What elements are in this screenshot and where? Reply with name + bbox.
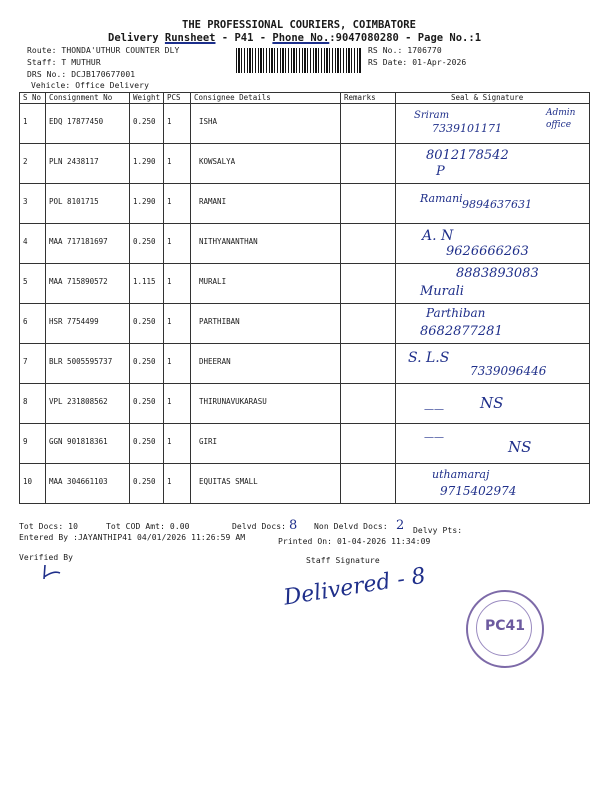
cell-sno: 10 (20, 464, 46, 504)
cell-weight: 1.115 (130, 264, 164, 304)
office-seal-stamp (466, 590, 544, 668)
barcode (236, 48, 362, 73)
table-row (20, 344, 590, 384)
hw-sig-phone: 8883893083 (456, 266, 539, 281)
cell-consignment: MAA 304661103 (46, 464, 130, 504)
cell-consignee: RAMANI (191, 184, 341, 224)
cell-remarks (341, 104, 396, 144)
table-row (20, 424, 590, 464)
table-row (20, 104, 590, 144)
cell-weight: 0.250 (130, 464, 164, 504)
hw-sig-phone: 9626666263 (446, 244, 529, 259)
total-cod-amount: Tot COD Amt: 0.00 (106, 522, 190, 531)
table-row (20, 224, 590, 264)
cell-signature (396, 304, 590, 344)
cell-consignment: HSR 7754499 (46, 304, 130, 344)
hw-sig-phone: 8012178542 (426, 148, 509, 163)
col-consignment: Consignment No (46, 93, 130, 104)
printed-on: Printed On: 01-04-2026 11:34:09 (278, 537, 431, 546)
cell-weight: 0.250 (130, 224, 164, 264)
cell-sno: 5 (20, 264, 46, 304)
cell-weight: 1.290 (130, 144, 164, 184)
table-row (20, 184, 590, 224)
cell-pcs: 1 (164, 264, 191, 304)
col-sno: S No (20, 93, 46, 104)
hw-sig-phone: 7339096446 (470, 364, 547, 378)
delivery-points: Delvy Pts: (413, 526, 463, 535)
cell-pcs: 1 (164, 304, 191, 344)
cell-sno: 3 (20, 184, 46, 224)
cell-signature (396, 384, 590, 424)
cell-consignment: MAA 717181697 (46, 224, 130, 264)
cell-weight: 0.250 (130, 104, 164, 144)
cell-remarks (341, 144, 396, 184)
hw-sig-ns: NS (480, 394, 504, 412)
hw-sig-phone: 7339101171 (432, 122, 502, 135)
cell-weight: 0.250 (130, 424, 164, 464)
cell-consignee: KOWSALYA (191, 144, 341, 184)
cell-signature (396, 224, 590, 264)
table-row (20, 144, 590, 184)
non-delivered-docs-value: 2 (396, 518, 405, 533)
cell-pcs: 1 (164, 424, 191, 464)
hw-sig-name: Sriram (414, 110, 450, 121)
table-row (20, 384, 590, 424)
hw-sig-name: A. N (422, 228, 454, 244)
cell-weight: 0.250 (130, 304, 164, 344)
hw-sig-note: Admin (546, 108, 576, 118)
delivered-docs-label: Delvd Docs: (232, 522, 287, 531)
hw-sig-name: Ramani (420, 192, 463, 205)
rs-number: RS No.: 1706770 (368, 46, 442, 55)
table-row (20, 304, 590, 344)
cell-sno: 7 (20, 344, 46, 384)
cell-remarks (341, 384, 396, 424)
hw-sig-ns: NS (508, 438, 532, 456)
cell-weight: 0.250 (130, 344, 164, 384)
cell-signature (396, 344, 590, 384)
cell-signature (396, 104, 590, 144)
cell-consignment: EDQ 17877450 (46, 104, 130, 144)
stamp-label: PC41 (484, 618, 526, 634)
handwritten-delivered-note: Delivered - 8 (282, 563, 428, 611)
runsheet-subtitle: Delivery Runsheet - P41 - Phone No.:9047080280 - Page No.:1 (108, 32, 482, 44)
cell-remarks (341, 424, 396, 464)
cell-weight: 1.290 (130, 184, 164, 224)
cell-pcs: 1 (164, 384, 191, 424)
cell-consignment: BLR 5005595737 (46, 344, 130, 384)
cell-sno: 4 (20, 224, 46, 264)
cell-remarks (341, 344, 396, 384)
cell-pcs: 1 (164, 344, 191, 384)
cell-consignment: PLN 2438117 (46, 144, 130, 184)
cell-remarks (341, 184, 396, 224)
col-pcs: PCS (164, 93, 191, 104)
non-delivered-docs-label: Non Delvd Docs: (314, 522, 388, 531)
cell-signature (396, 264, 590, 304)
cell-sno: 2 (20, 144, 46, 184)
cell-weight: 0.250 (130, 384, 164, 424)
col-consignee: Consignee Details (191, 93, 341, 104)
cell-consignee: MURALI (191, 264, 341, 304)
cell-remarks (341, 464, 396, 504)
cell-remarks (341, 264, 396, 304)
company-title: THE PROFESSIONAL COURIERS, COIMBATORE (182, 19, 416, 31)
hw-sig-dash: —— (424, 404, 444, 415)
cell-consignee: ISHA (191, 104, 341, 144)
cell-consignee: EQUITAS SMALL (191, 464, 341, 504)
cell-signature (396, 184, 590, 224)
runsheet-table (19, 92, 590, 504)
cell-signature (396, 424, 590, 464)
hw-sig-note2: office (546, 120, 572, 130)
cell-pcs: 1 (164, 144, 191, 184)
staff-signature-label: Staff Signature (306, 556, 380, 565)
hw-sig-phone: 8682877281 (420, 324, 503, 339)
table-row (20, 464, 590, 504)
col-weight: Weight (130, 93, 164, 104)
hw-sig-phone: 9894637631 (462, 198, 532, 211)
vehicle: Vehicle: Office Delivery (31, 81, 149, 90)
cell-pcs: 1 (164, 224, 191, 264)
cell-consignee: THIRUNAVUKARASU (191, 384, 341, 424)
cell-consignment: GGN 901818361 (46, 424, 130, 464)
entered-by: Entered By :JAYANTHIP41 04/01/2026 11:26:59 AM (19, 533, 246, 542)
table-header-row (20, 93, 590, 104)
hw-sig-phone: 9715402974 (440, 484, 517, 498)
cell-pcs: 1 (164, 184, 191, 224)
drs-number: DRS No.: DCJB170677001 (27, 70, 136, 79)
verified-by-label: Verified By (19, 553, 74, 562)
cell-sno: 1 (20, 104, 46, 144)
route: Route: THONDA'UTHUR COUNTER DLY (27, 46, 180, 55)
hw-sig-name: Murali (420, 284, 464, 299)
cell-consignee: GIRI (191, 424, 341, 464)
col-remarks: Remarks (341, 93, 396, 104)
delivered-docs-value: 8 (289, 518, 298, 533)
cell-sno: 6 (20, 304, 46, 344)
cell-consignee: NITHYANANTHAN (191, 224, 341, 264)
cell-consignment: POL 8101715 (46, 184, 130, 224)
total-docs: Tot Docs: 10 (19, 522, 78, 531)
hw-sig-name: P (436, 164, 445, 179)
col-seal-signature: Seal & Signature (396, 93, 590, 104)
hw-sig-name: S. L.S (408, 350, 450, 366)
cell-signature (396, 144, 590, 184)
hw-sig-name: Parthiban (426, 306, 486, 320)
cell-remarks (341, 224, 396, 264)
staff: Staff: T MUTHUR (27, 58, 101, 67)
cell-sno: 9 (20, 424, 46, 464)
cell-consignee: PARTHIBAN (191, 304, 341, 344)
cell-consignment: VPL 231808562 (46, 384, 130, 424)
verified-by-signature (40, 563, 64, 583)
rs-date: RS Date: 01-Apr-2026 (368, 58, 467, 67)
cell-signature (396, 464, 590, 504)
cell-remarks (341, 304, 396, 344)
table-row (20, 264, 590, 304)
cell-pcs: 1 (164, 464, 191, 504)
hw-sig-name: uthamaraj (432, 468, 490, 481)
cell-pcs: 1 (164, 104, 191, 144)
cell-sno: 8 (20, 384, 46, 424)
cell-consignee: DHEERAN (191, 344, 341, 384)
hw-sig-dash: —— (424, 432, 444, 443)
cell-consignment: MAA 715890572 (46, 264, 130, 304)
